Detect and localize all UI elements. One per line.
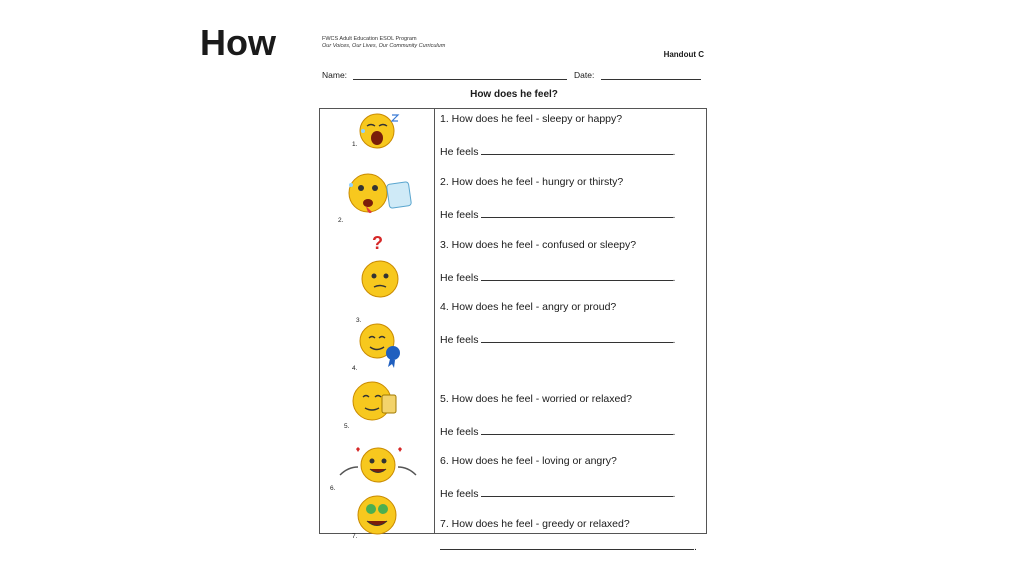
picture-cell-4 — [320, 319, 434, 381]
answer-line[interactable]: He feels . — [440, 426, 676, 438]
date-line[interactable] — [601, 71, 701, 80]
handout-page — [314, 30, 714, 553]
item-number: 5. — [344, 423, 350, 430]
name-field[interactable] — [322, 70, 567, 80]
org-line-2: Our Voices, Our Lives, Our Community Curriculum — [322, 43, 446, 49]
sleepy-face-icon — [320, 109, 434, 171]
greedy-face-icon — [320, 485, 434, 547]
handout-label: Handout C — [663, 50, 704, 59]
date-label: Date: — [574, 70, 595, 80]
question-text: 6. How does he feel - loving or angry? — [440, 455, 617, 467]
date-field[interactable] — [574, 70, 701, 80]
question-text: 2. How does he feel - hungry or thirsty? — [440, 176, 624, 188]
item-number: 1. — [352, 141, 358, 148]
item-number: 4. — [352, 365, 358, 372]
relaxed-face-icon — [320, 377, 434, 439]
confused-face-icon — [320, 233, 434, 303]
picture-cell-2 — [320, 171, 434, 233]
item-number: 7. — [352, 533, 358, 540]
answer-line[interactable]: He feels . — [440, 209, 676, 221]
answer-line[interactable]: He feels . — [440, 272, 676, 284]
column-divider — [434, 109, 435, 533]
item-number: 6. — [330, 485, 336, 492]
picture-cell-5 — [320, 377, 434, 439]
question-table — [319, 108, 707, 553]
slide-title: How — [200, 22, 276, 63]
answer-line[interactable]: He feels . — [440, 488, 676, 500]
question-text: 3. How does he feel - confused or sleepy? — [440, 239, 637, 251]
answer-line[interactable]: He feels . — [440, 146, 676, 158]
item-number: 2. — [338, 217, 344, 224]
question-text: 5. How does he feel - worried or relaxed? — [440, 393, 633, 405]
picture-cell-1 — [320, 109, 434, 171]
question-text: 4. How does he feel - angry or proud? — [440, 301, 617, 313]
org-header — [322, 36, 445, 50]
picture-cell-3 — [320, 233, 434, 324]
question-text: 1. How does he feel - sleepy or happy? — [440, 113, 623, 125]
name-line[interactable] — [353, 71, 567, 80]
question-text: 7. How does he feel - greedy or relaxed? — [440, 518, 630, 530]
answer-line[interactable]: . — [440, 539, 697, 553]
worksheet-title: How does he feel? — [470, 89, 558, 100]
svg-text:?: ? — [372, 233, 383, 253]
name-label: Name: — [322, 70, 348, 80]
picture-cell-7 — [320, 485, 434, 547]
answer-line[interactable]: He feels . — [440, 334, 676, 346]
org-line-1: FWCS Adult Education ESOL Program — [322, 36, 417, 42]
item-number: 3. — [356, 317, 362, 324]
proud-face-icon — [320, 319, 434, 381]
